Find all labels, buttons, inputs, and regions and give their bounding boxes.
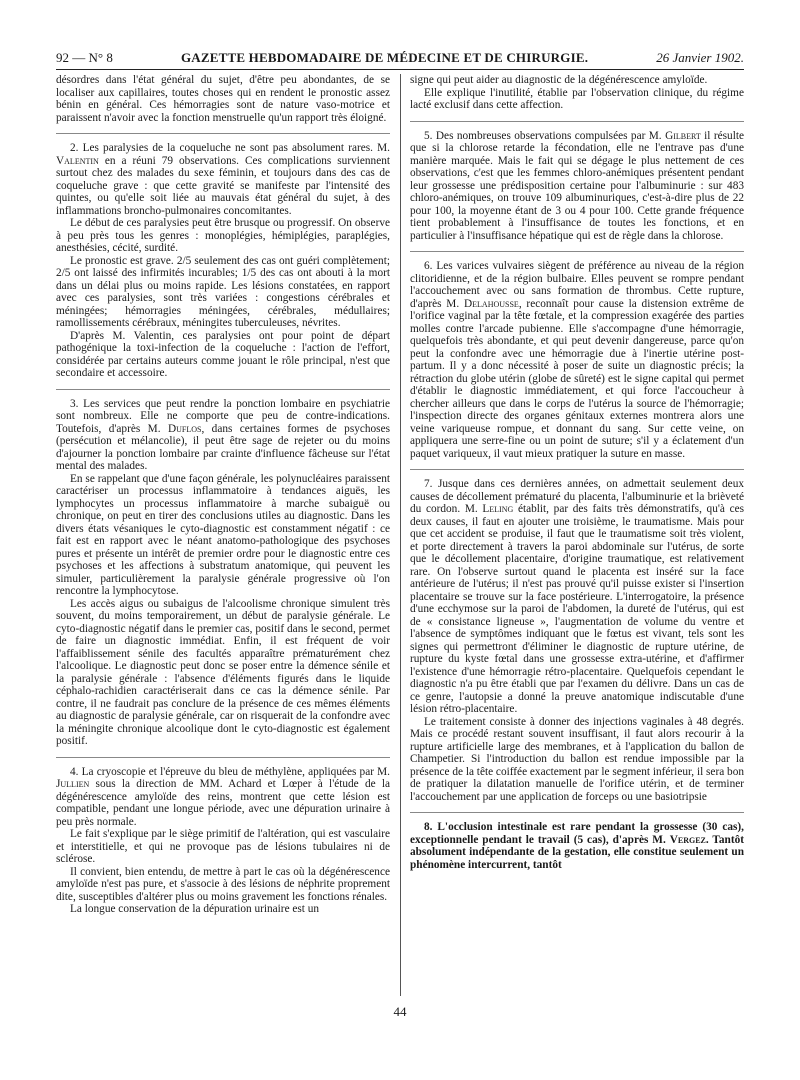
two-column-body [56,74,744,996]
section-divider [56,757,390,758]
section-2-paragraph: 2. Les paralysies de la coqueluche ne sont pas absolument rares. M. Valentin en a réuni 79 observations. Ces complications surviennent surtout chez des malades du sexe féminin, et toujours dans des cas de coqueluche grave : que cette gravité se manifeste par l'intensité des quintes, ou qu'elle soit liée au mauvais état général du sujet, à des inflammations broncho-pulmonaires concomitantes. [56,142,390,217]
paragraph: Elle explique l'inutilité, établie par l'observation clinique, du régime lacté exclusif dans cette affection. [410,86,744,111]
section-divider [56,133,390,134]
paragraph: D'après M. Valentin, ces paralysies ont pour point de départ pathogénique la toxi-infection de la coqueluche : l'action de l'effort, considérée par certains auteurs comme jouant le rôle principal, n'est que secondaire et accessoire. [56,329,390,379]
page-folio: 44 [393,1004,407,1019]
section-divider [410,121,744,122]
paragraph: Le traitement consiste à donner des injections vaginales à 48 degrés. Mais ce procédé restant souvent insuffisant, il faut alors recourir à la rupture artificielle large des membranes, et à l'application du ballon de Champetier. Si l'introduction du ballon est rendue impossible par la présence de la tête coiffée exactement par le segment inférieur, il sera bon de pratiquer la dilatation manuelle de l'orifice utérin, et de terminer l'accouchement par une application de forceps ou une basiotripsie [410,715,744,803]
paragraph: Il convient, bien entendu, de mettre à part le cas où la dégénérescence amyloïde n'est pas pure, et s'associe à des lésions de néphrite proprement dite, susceptibles d'altérer plus ou moins gravement les fonctions rénales. [56,865,390,903]
left-column [56,74,390,996]
paragraph: désordres dans l'état général du sujet, d'être peu abondantes, de se localiser aux capillaires, toutes choses qui en rendent le pronostic assez bénin en général. Ces hémorragies sont de nature vaso-motrice et paraissent n'avoir avec la fonction menstruelle qu'un rapport très éloigné. [56,74,390,124]
section-divider [410,251,744,252]
right-column [410,74,744,996]
author-name: Jullien [56,778,90,790]
section-divider [410,469,744,470]
section-3-paragraph: 3. Les services que peut rendre la ponction lombaire en psychiatrie sont nombreux. Elle ne comporte que peu de contre-indications. Toutefois, d'après M. Duflos, dans certaines formes de psychoses (persécution et mélancolie), il peut être sage de rejeter ou du moins d'ajourner la ponction lombaire par crainte d'influence fâcheuse sur l'état mental des malades. [56,397,390,472]
paragraph: La longue conservation de la dépuration urinaire est un [70,903,320,915]
section-8-paragraph: 8. L'occlusion intestinale est rare pendant la grossesse (30 cas), exceptionnelle pendant le travail (5 cas), d'après M. Vergez. Tantôt absolument indépendante de la gestation, elle constitue seulement un phénomène intercurrent, tantôt [410,821,744,871]
author-name: Vergez [669,833,706,846]
paragraph: Les accès aigus ou subaigus de l'alcoolisme chronique simulent très souvent, du moins temporairement, un début de paralysie générale. Le cyto-diagnostic négatif dans le premier cas, positif dans le second, permet de faire un diagnostic immédiat. Enfin, il est fréquent de voir l'affaiblissement sénile des facultés apparaître prématurément chez l'alcoolique. Le diagnostic peut donc se poser entre la démence sénile et la paralysie générale : l'absence d'éléments figurés dans le liquide céphalo-rachidien caractériserait dans ce cas la démence sénile. Par contre, il ne faudrait pas conclure de la présence de ces mêmes éléments au diagnostic de paralysie générale, car on risquerait de la confondre avec la méningite chronique alcoolique dont le cyto-diagnostic est également positif. [56,597,390,747]
section-divider [56,389,390,390]
author-name: Gilbert [665,129,701,142]
author-name: Valentin [56,154,99,167]
column-rule [400,74,401,996]
issue-date: 26 Janvier 1902. [656,50,744,65]
section-4-paragraph: 4. La cryoscopie et l'épreuve du bleu de méthylène, appliquées par M. Jullien sous la direction de MM. Achard et Lœper à l'étude de la dégénérescence amyloïde des reins, montrent que cette lésion est compatible, pendant une longue période, avec une dépuration urinaire à peu près normale. [56,765,390,828]
author-name: Delahousse [463,297,519,310]
paragraph: signe qui peut aider au diagnostic de la dégénérescence amyloïde. [410,74,708,86]
paragraph: Le pronostic est grave. 2/5 seulement des cas ont guéri complètement; 2/5 ont laissé des infirmités incurables; 1/5 des cas ont abouti à la mort dans un délai plus ou moins rapide. Les lésions constatées, en rapport avec ces paralysies, sont très variées : congestions cérébrales et méningées; hémorragies méningées, cérébrales, médullaires; ramollissements cérébraux, méningites tuberculeuses, névrites. [56,254,390,329]
paragraph: Le début de ces paralysies peut être brusque ou progressif. On observe à peu près tous les genres : monoplégies, hémiplégies, paraplégies, anesthésies, cécité, surdité. [56,217,390,254]
journal-title: GAZETTE HEBDOMADAIRE DE MÉDECINE ET DE CHIRURGIE. [180,50,589,65]
section-5-paragraph: 5. Des nombreuses observations compulsées par M. Gilbert il résulte que si la chlorose retarde la fécondation, elle ne l'entrave pas d'une manière marquée. Mais le fait qui se dégage le plus nettement de ces observations, c'est que les femmes chloro-anémiques présentent pendant leur grossesse une prédisposition certaine pour l'albuminurie : sur 483 chloro-anémiques, on trouve 109 albuminuriques, c'est-à-dire plus de 22 pour 100, la moyenne étant de 3 ou 4 pour 100. Cette grande fréquence tient probablement à l'insuffisance de toutes les fonctions, et en particulier à l'insuffisance hépatique qui est de règle dans la chlorose. [410,129,744,242]
section-6-paragraph: 6. Les varices vulvaires siègent de préférence au niveau de la région clitoridienne, et de la région bulbaire. Elles peuvent se rompre pendant l'accouchement avec ou sans formation de thrombus. Cette rupture, d'après M. Delahousse, reconnaît pour cause la distension extrême de l'orifice vaginal par la tête fœtale, et la compression exagérée des parties molles contre l'arcade pubienne. Elle s'accompagne d'une hémorragie, quelquefois très abondante, et qui peut devenir dangereuse, parce qu'on peut la confondre avec une hémorragie due à l'inertie utérine post-partum. Il y a donc nécessité à poser de suite un diagnostic précis; la rétraction du globe utérin (globe de sûreté) est le signe capital qui permet d'établir le diagnostic immédiatement, et qui force l'accoucheur à chercher ailleurs que dans le corps de l'utérus la source de l'hémorragie; l'inspection directe des organes génitaux externes montrera alors une veine variqueuse rompue, et donnant du sang. Sur cette veine, on appliquera une serre-fine ou un point de suture; s'il y a éclatement d'un paquet variqueux, il vaut mieux pratiquer la suture en masse. [410,260,744,460]
paragraph: Le fait s'explique par le siège primitif de l'altération, qui est vasculaire et interstitielle, et qui ne provoque pas de lésions tubulaires ni de sclérose. [56,828,390,865]
paragraph: En se rappelant que d'une façon générale, les polynucléaires paraissent caractériser un processus inflammatoire à tendances aiguës, les lymphocytes un processus inflammatoire à marche subaiguë ou chronique, on peut en tirer des conclusions utiles au diagnostic. Dans les divers états vésaniques le cyto-diagnostic est constamment négatif : ce fait est en rapport avec le néant anatomo-pathologique des psychoses pures et présente un intérêt de premier ordre pour le diagnostic entre ces psychoses et les affections à substratum anatomique, qui peuvent les simuler, particulièrement la paralysie générale progressive où l'on rencontre la lymphocytose. [56,472,390,597]
running-header [56,40,744,70]
author-name: Leling [482,503,514,515]
page-number: 92 — N° 8 [56,50,113,65]
section-7-paragraph: 7. Jusque dans ces dernières années, on admettait seulement deux causes de décollement prématuré du placenta, l'albuminurie et la brièveté du cordon. M. Leling établit, par des faits très démonstratifs, qu'à ces deux causes, il faut en ajouter une troisième, le traumatisme. Mais pour que cet accident se produise, il faut que le traumatisme soit très violent, et porte directement à travers la paroi abdominale sur l'utérus, de sorte que le décollement placentaire, d'origine traumatique, est relativement rare. On l'observe surtout quand le placenta est inséré sur la face antérieure de l'utérus; il n'est pas prouvé qu'il puisse exister si l'insertion placentaire se trouve sur la face postérieure. L'interrogatoire, la présence d'une ecchymose sur la paroi de l'abdomen, la dureté de l'utérus, qui est de « consistance ligneuse », l'augmentation de volume du ventre et l'absence de symptômes indiquant que le fœtus est vivant, tels sont les signes qui permettront d'éliminer le diagnostic de rupture utérine, de rupture du kyste fœtal dans une grossesse extra-utérine, et d'affirmer l'existence d'une hémorragie rétro-placentaire. Quelquefois cependant le diagnostic n'a pu être établi que par l'examen du délivre. Dans un cas de ce genre, l'autopsie a donné la preuve anatomique indiscutable d'une lésion rétro-placentaire. [410,478,744,715]
section-divider [410,812,744,813]
author-name: Duflos [167,422,202,435]
